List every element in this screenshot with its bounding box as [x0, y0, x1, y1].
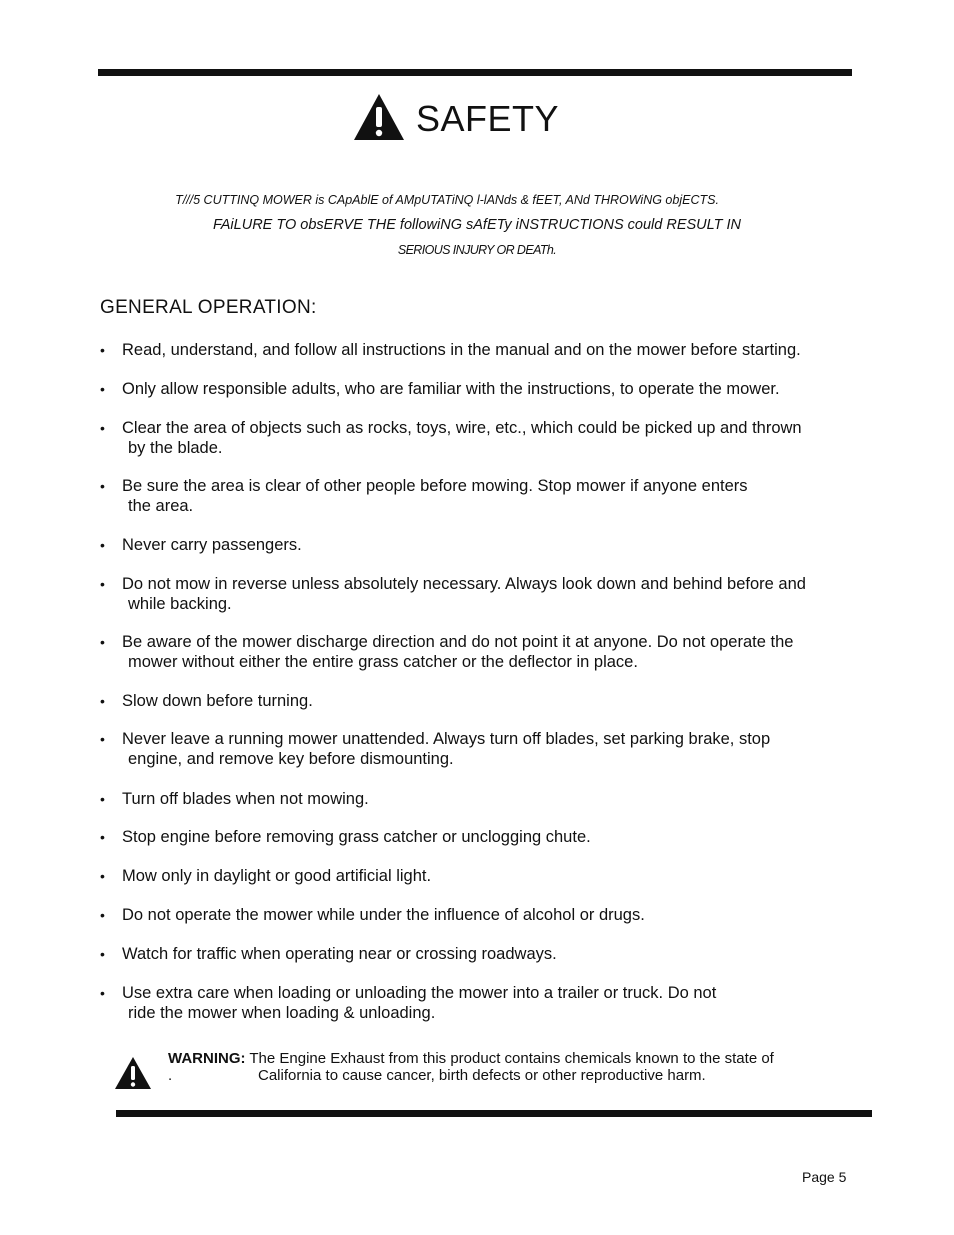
warning-line-1: The Engine Exhaust from this product contains chemicals known to the state of [245, 1050, 774, 1067]
bullet-text-cont: while backing. [128, 595, 232, 613]
list-item [100, 340, 880, 360]
top-rule [98, 69, 852, 76]
list-item [100, 535, 880, 555]
list-item [100, 418, 880, 458]
bullet-dot: • [100, 829, 105, 845]
bullet-dot: • [100, 693, 105, 709]
list-item [100, 944, 880, 964]
bullet-text: Turn off blades when not mowing. [122, 790, 369, 808]
list-item [100, 476, 880, 516]
page-number: Page 5 [802, 1169, 847, 1185]
bullet-dot: • [100, 907, 105, 923]
list-item [100, 905, 880, 925]
warning-triangle-icon [352, 92, 406, 147]
bullet-dot: • [100, 634, 105, 650]
section-heading: GENERAL OPERATION: [100, 297, 317, 318]
list-item [100, 983, 880, 1023]
list-item [100, 632, 880, 672]
bullet-text-cont: the area. [128, 497, 194, 515]
bullet-text: Be aware of the mower discharge direction and do not point it at anyone. Do not operate the [122, 633, 794, 651]
bullet-text: Be sure the area is clear of other people before mowing. Stop mower if anyone enters [122, 477, 748, 495]
bullet-text-cont: by the blade. [128, 439, 223, 457]
safety-header [352, 93, 559, 145]
bullet-dot: • [100, 731, 105, 747]
bullet-text: Never carry passengers. [122, 536, 302, 554]
list-item [100, 379, 880, 399]
bullet-dot: • [100, 946, 105, 962]
bullet-dot: • [100, 868, 105, 884]
bullet-text: Do not mow in reverse unless absolutely necessary. Always look down and behind before and [122, 575, 806, 593]
bullet-text: Only allow responsible adults, who are familiar with the instructions, to operate the mower. [122, 380, 780, 398]
bullet-text: Never leave a running mower unattended. Always turn off blades, set parking brake, stop [122, 730, 771, 748]
bullet-text: Read, understand, and follow all instructions in the manual and on the mower before starting. [122, 341, 801, 359]
bullet-text: Do not operate the mower while under the influence of alcohol or drugs. [122, 906, 645, 924]
warning-label: WARNING: [168, 1050, 246, 1067]
bullet-text-cont: mower without either the entire grass catcher or the deflector in place. [128, 653, 638, 671]
bullet-dot: • [100, 791, 105, 807]
bullet-text: Watch for traffic when operating near or crossing roadways. [122, 945, 557, 963]
bullet-text: Slow down before turning. [122, 692, 313, 710]
bullet-text: Clear the area of objects such as rocks, toys, wire, etc., which could be picked up and thrown [122, 419, 802, 437]
bullet-dot: • [100, 420, 105, 436]
list-item [100, 574, 880, 614]
bullet-text-cont: engine, and remove key before dismounting. [128, 750, 454, 768]
caution-line-3: SERIOUS INJURY OR DEATh. [397, 243, 557, 257]
bullet-text-cont: ride the mower when loading & unloading. [128, 1004, 436, 1022]
bullet-dot: • [100, 985, 105, 1001]
list-item [100, 789, 880, 809]
page-title: SAFETY [416, 98, 560, 139]
bullet-dot: • [100, 537, 105, 553]
list-item [100, 827, 880, 847]
warning-triangle-icon [114, 1056, 152, 1094]
bullet-dot: • [100, 381, 105, 397]
list-item [100, 866, 880, 886]
bullet-text: Stop engine before removing grass catcher or unclogging chute. [122, 828, 591, 846]
warning-dot: . [168, 1067, 173, 1084]
warning-text [168, 1050, 858, 1084]
bullet-text: Mow only in daylight or good artificial light. [122, 867, 432, 885]
bullet-dot: • [100, 576, 105, 592]
bullet-text: Use extra care when loading or unloading the mower into a trailer or truck. Do not [122, 984, 717, 1002]
list-item [100, 729, 880, 769]
warning-line-2: California to cause cancer, birth defects or other reproductive harm. [258, 1067, 706, 1084]
caution-line-1: T///5 CUTTINQ MOWER is CApAblE of AMpUTATiNQ l-lANds & fEET, ANd THROWiNG objECTS. [175, 193, 719, 207]
bullet-dot: • [100, 478, 105, 494]
list-item [100, 691, 880, 711]
bottom-rule [116, 1110, 872, 1117]
bullet-dot: • [100, 342, 105, 358]
caution-line-2: FAiLURE TO obsERVE THE followiNG sAfETy iNSTRUCTIONS could RESULT IN [212, 217, 742, 233]
